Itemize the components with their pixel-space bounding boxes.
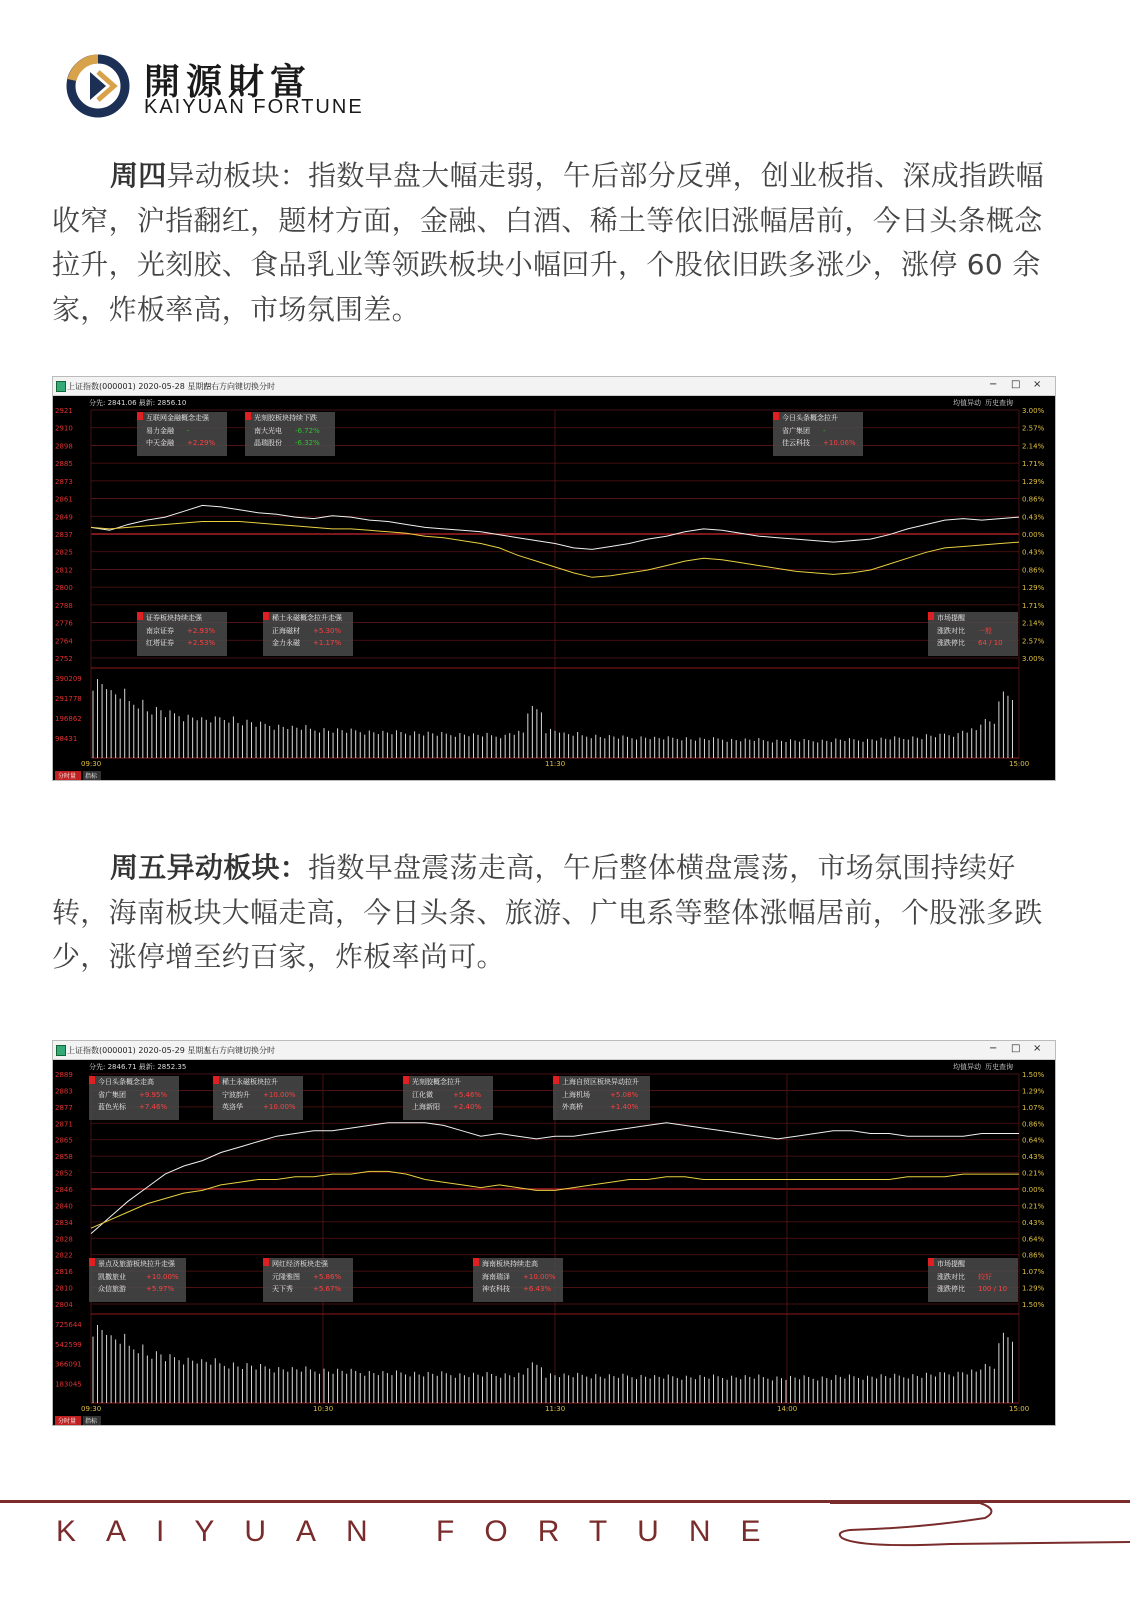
chart-header-left: 分先: 2841.06 最新: 2856.10 (89, 399, 187, 407)
event-box-bottom-title: 稀土永磁概念拉升走强 (272, 614, 342, 622)
vol-tick: 196862 (55, 715, 82, 723)
event-box-bottom-title: 市场提醒 (937, 614, 965, 622)
chart-window-friday (52, 1040, 1056, 1426)
event-box-bottom-change: +5.67% (313, 1285, 342, 1293)
section-friday-heading: 周五异动板块： (110, 851, 309, 884)
logo-mark-icon (66, 50, 132, 120)
y-tick-left: 2788 (55, 601, 73, 610)
y-tick-right: 0.00% (1022, 531, 1045, 539)
y-tick-right: 0.43% (1022, 548, 1045, 557)
event-box-bottom-change: +6.43% (523, 1285, 552, 1293)
y-tick-right: 1.07% (1022, 1103, 1045, 1112)
tab-label-1: 分时量 (58, 773, 77, 780)
y-tick-right: 1.29% (1022, 1284, 1045, 1293)
chart-header-right-1: 均值异动 (953, 1063, 981, 1071)
event-box-top-flag-icon (213, 1076, 219, 1084)
event-box-top-stock: 蓝色光标 (98, 1103, 126, 1111)
event-box-top-stock: 南大光电 (254, 427, 282, 435)
event-box-bottom-change: +1.17% (313, 639, 342, 647)
y-tick-right: 1.29% (1022, 584, 1045, 593)
event-box-top-stock: 上海机场 (562, 1091, 590, 1099)
y-tick-left: 2752 (55, 655, 73, 663)
chart-header-right-2: 历史查询 (985, 1063, 1013, 1071)
y-tick-right: 2.14% (1022, 442, 1045, 451)
vol-tick: 291778 (55, 695, 82, 703)
y-tick-right: 3.00% (1022, 407, 1045, 415)
intraday-chart (53, 1060, 1055, 1425)
event-box-bottom-stock: 涨跌停比 (937, 1285, 965, 1293)
event-box-bottom-title: 景点及旅游板块拉升走强 (98, 1260, 175, 1268)
chart-header-right-2: 历史查询 (985, 399, 1013, 407)
event-box-top-change: +10.00% (263, 1103, 296, 1111)
y-tick-right: 0.86% (1022, 495, 1045, 504)
y-tick-right: 3.00% (1022, 655, 1045, 663)
y-tick-right: 2.57% (1022, 424, 1045, 433)
event-box-top-change: -6.32% (295, 439, 320, 447)
event-box-top-change: - (187, 427, 190, 435)
minimize-icon[interactable]: − (989, 1043, 998, 1054)
vol-tick: 98431 (55, 735, 78, 743)
event-box-top-stock: 外高桥 (562, 1103, 583, 1111)
y-tick-left: 2846 (55, 1186, 73, 1194)
maximize-icon[interactable]: □ (1011, 1043, 1021, 1054)
y-tick-left: 2776 (55, 619, 73, 628)
y-tick-left: 2858 (55, 1153, 73, 1162)
y-tick-left: 2840 (55, 1202, 73, 1211)
brand-logo (66, 50, 366, 130)
vol-tick: 183045 (55, 1380, 82, 1389)
event-box-bottom-title: 证券板块持续走强 (146, 614, 202, 622)
event-box-bottom-title: 市场提醒 (937, 1260, 965, 1268)
x-tick: 11:30 (545, 760, 566, 768)
y-tick-right: 1.71% (1022, 601, 1045, 610)
event-box-top-stock: 易力金融 (146, 427, 174, 435)
y-tick-right: 0.86% (1022, 1251, 1045, 1260)
y-tick-right: 1.71% (1022, 460, 1045, 469)
y-tick-left: 2921 (55, 407, 73, 415)
y-tick-left: 2837 (55, 531, 73, 539)
event-box-top-change: +1.40% (610, 1103, 639, 1111)
tab-label-2: 指标 (85, 1418, 98, 1425)
intraday-chart (53, 396, 1055, 780)
y-tick-right: 2.57% (1022, 637, 1045, 646)
y-tick-right: 0.43% (1022, 1153, 1045, 1162)
section-thursday-body: 异动板块：指数早盘大幅走弱，午后部分反弹，创业板指、深成指跌幅收窄，沪指翻红，题材方面，金融、白酒、稀土等依旧涨幅居前，今日头条概念拉升，光刻胶、食品乳业等领跌板块小幅回升，个股依旧跌多涨少，涨停 60 余家，炸板率高，市场氛围差。 (52, 159, 1044, 326)
x-tick: 14:00 (777, 1405, 798, 1413)
y-tick-left: 2764 (55, 637, 73, 646)
event-box-top-title: 互联网金融概念走强 (146, 414, 209, 422)
y-tick-left: 2810 (55, 1284, 73, 1293)
event-box-bottom-change: +5.86% (313, 1273, 342, 1281)
y-tick-right: 1.50% (1022, 1071, 1045, 1079)
vol-tick: 390209 (55, 675, 82, 683)
event-box-top-flag-icon (89, 1076, 95, 1084)
window-title: 上证指数(000001) 2020-05-29 星期五 (67, 1046, 212, 1055)
event-box-top-title: 今日头条概念走高 (98, 1078, 154, 1086)
vol-tick: 725644 (55, 1321, 82, 1329)
y-tick-left: 2883 (55, 1087, 73, 1096)
y-tick-right: 0.21% (1022, 1169, 1045, 1178)
footer-swoosh-icon (830, 1500, 1130, 1560)
maximize-icon[interactable]: □ (1011, 379, 1021, 390)
event-box-top-title: 今日头条概念拉升 (782, 414, 838, 422)
x-tick: 15:00 (1009, 1405, 1030, 1413)
event-box-bottom-flag-icon (928, 1258, 934, 1266)
window-titlebar (53, 377, 1055, 396)
event-box-bottom-stock: 神农科技 (482, 1285, 510, 1293)
event-box-top-stock: 宁波韵升 (222, 1091, 250, 1099)
tab-label-2: 指标 (85, 773, 98, 780)
event-box-bottom-stock: 海南瑞泽 (482, 1273, 510, 1281)
y-tick-right: 1.29% (1022, 1087, 1045, 1096)
event-box-bottom-change: +5.97% (146, 1285, 175, 1293)
event-box-bottom-flag-icon (89, 1258, 95, 1266)
event-box-bottom-stock: 南京证券 (146, 627, 174, 635)
section-thursday-text (52, 154, 1057, 332)
y-tick-right: 0.43% (1022, 1218, 1045, 1227)
close-icon[interactable]: × (1033, 379, 1042, 390)
event-box-top-stock: 省广集团 (98, 1091, 126, 1099)
y-tick-left: 2828 (55, 1235, 73, 1244)
y-tick-left: 2822 (55, 1251, 73, 1260)
x-tick: 15:00 (1009, 760, 1030, 768)
event-box-top-change: +2.40% (453, 1103, 482, 1111)
y-tick-left: 2873 (55, 477, 73, 486)
event-box-bottom-change: +10.00% (523, 1273, 556, 1281)
event-box-bottom-stock: 天下秀 (272, 1285, 293, 1293)
y-tick-left: 2865 (55, 1136, 73, 1145)
y-tick-left: 2885 (55, 460, 73, 469)
y-tick-right: 1.50% (1022, 1301, 1045, 1309)
event-box-top-stock: 晶瑞股份 (254, 439, 282, 447)
event-box-bottom-change: 较好 (978, 1273, 992, 1281)
y-tick-left: 2910 (55, 424, 73, 433)
section-friday-text (52, 846, 1057, 980)
event-box-top-title: 光刻胶概念拉升 (412, 1078, 461, 1086)
event-box-top-change: +9.95% (139, 1091, 168, 1099)
section-thursday-heading: 周四 (110, 159, 167, 192)
y-tick-left: 2898 (55, 442, 73, 451)
y-tick-right: 0.00% (1022, 1186, 1045, 1194)
brand-name-en: KAIYUAN FORTUNE (144, 96, 364, 118)
y-tick-right: 1.29% (1022, 477, 1045, 486)
event-box-bottom-change: +2.93% (187, 627, 216, 635)
minimize-icon[interactable]: − (989, 379, 998, 390)
app-icon (56, 381, 66, 392)
brand-name-cn: 開源財富 (144, 61, 313, 103)
event-box-top-flag-icon (137, 412, 143, 420)
y-tick-right: 0.64% (1022, 1136, 1045, 1145)
event-box-top-change: +5.46% (453, 1091, 482, 1099)
window-hint: 左右方向键切换分时 (203, 1046, 275, 1055)
y-tick-left: 2816 (55, 1268, 73, 1277)
event-box-top-flag-icon (773, 412, 779, 420)
event-box-top-stock: 省广集团 (782, 427, 810, 435)
event-box-top-stock: 江化微 (412, 1091, 433, 1099)
event-box-bottom-stock: 金力永磁 (272, 639, 300, 647)
tab-label-1: 分时量 (58, 1418, 77, 1425)
event-box-bottom-flag-icon (473, 1258, 479, 1266)
event-box-bottom-title: 海南板块持续走高 (482, 1260, 538, 1268)
event-box-top-title: 稀土永磁板块拉升 (222, 1078, 278, 1086)
y-tick-left: 2849 (55, 513, 73, 522)
event-box-bottom-title: 网红经济板块走强 (272, 1260, 328, 1268)
window-hint: 左右方向键切换分时 (203, 382, 275, 391)
event-box-bottom-change: +10.00% (146, 1273, 179, 1281)
y-tick-left: 2889 (55, 1071, 73, 1079)
event-box-top-stock: 英洛华 (222, 1103, 243, 1111)
vol-tick: 542599 (55, 1340, 82, 1349)
y-tick-left: 2812 (55, 566, 73, 575)
event-box-bottom-flag-icon (928, 612, 934, 620)
event-box-bottom-flag-icon (137, 612, 143, 620)
event-box-top-change: +5.08% (610, 1091, 639, 1099)
chart-window-thursday (52, 376, 1056, 781)
y-tick-left: 2877 (55, 1103, 73, 1112)
event-box-top-stock: 佳云科技 (782, 439, 810, 447)
event-box-top-stock: 中天金融 (146, 439, 174, 447)
event-box-top-change: - (823, 427, 826, 435)
event-box-bottom-flag-icon (263, 612, 269, 620)
x-tick: 09:30 (81, 1405, 102, 1413)
window-title: 上证指数(000001) 2020-05-28 星期四 (67, 382, 212, 391)
event-box-top-change: +10.06% (823, 439, 856, 447)
y-tick-right: 0.86% (1022, 1120, 1045, 1129)
event-box-bottom-change: +5.30% (313, 627, 342, 635)
event-box-bottom-stock: 涨跌停比 (937, 639, 965, 647)
y-tick-left: 2834 (55, 1218, 73, 1227)
y-tick-right: 2.14% (1022, 619, 1045, 628)
event-box-top-flag-icon (245, 412, 251, 420)
event-box-top-flag-icon (553, 1076, 559, 1084)
event-box-bottom-change: +2.53% (187, 639, 216, 647)
chart-header-left: 分先: 2846.71 最新: 2852.35 (89, 1063, 187, 1071)
y-tick-left: 2852 (55, 1169, 73, 1178)
y-tick-right: 1.07% (1022, 1268, 1045, 1277)
y-tick-right: 0.86% (1022, 566, 1045, 575)
event-box-bottom-stock: 涨跌对比 (937, 1273, 965, 1281)
event-box-bottom-flag-icon (263, 1258, 269, 1266)
event-box-top-flag-icon (403, 1076, 409, 1084)
y-tick-left: 2804 (55, 1301, 73, 1309)
event-box-bottom-stock: 众信旅游 (98, 1285, 126, 1293)
event-box-top-title: 光刻胶板块持续下跌 (254, 414, 317, 422)
y-tick-left: 2825 (55, 548, 73, 557)
event-box-bottom-change: 100 / 10 (978, 1285, 1008, 1293)
section-friday-body: 指数早盘震荡走高，午后整体横盘震荡，市场氛围持续好转，海南板块大幅走高，今日头条、旅游、广电系等整体涨幅居前，个股涨多跌少，涨停增至约百家，炸板率尚可。 (52, 851, 1043, 973)
x-tick: 10:30 (313, 1405, 334, 1413)
event-box-bottom-change: 64 / 10 (978, 639, 1003, 647)
event-box-top-change: +7.46% (139, 1103, 168, 1111)
vol-tick: 366091 (55, 1360, 82, 1369)
event-box-top-stock: 上海新阳 (412, 1103, 440, 1111)
x-tick: 09:30 (81, 760, 102, 768)
event-box-bottom-stock: 涨跌对比 (937, 627, 965, 635)
event-box-bottom-stock: 红塔证券 (146, 639, 174, 647)
event-box-bottom-stock: 正海磁材 (272, 627, 300, 635)
footer-brand: KAIYUAN FORTUNE (56, 1515, 791, 1548)
x-tick: 11:30 (545, 1405, 566, 1413)
close-icon[interactable]: × (1033, 1043, 1042, 1054)
y-tick-left: 2800 (55, 584, 73, 593)
event-box-top-title: 上海自贸区板块异动拉升 (562, 1078, 639, 1086)
y-tick-left: 2871 (55, 1120, 73, 1129)
event-box-bottom-stock: 凯撒旅业 (98, 1273, 126, 1281)
y-tick-right: 0.64% (1022, 1235, 1045, 1244)
window-titlebar (53, 1041, 1055, 1060)
event-box-top-change: -6.72% (295, 427, 320, 435)
y-tick-left: 2861 (55, 495, 73, 504)
event-box-bottom-change: 一般 (978, 627, 992, 635)
event-box-top-change: +10.00% (263, 1091, 296, 1099)
chart-header-right-1: 均值异动 (953, 399, 981, 407)
event-box-bottom-stock: 元隆雅图 (272, 1273, 300, 1281)
y-tick-right: 0.43% (1022, 513, 1045, 522)
event-box-top-change: +2.29% (187, 439, 216, 447)
y-tick-right: 0.21% (1022, 1202, 1045, 1211)
app-icon (56, 1045, 66, 1056)
